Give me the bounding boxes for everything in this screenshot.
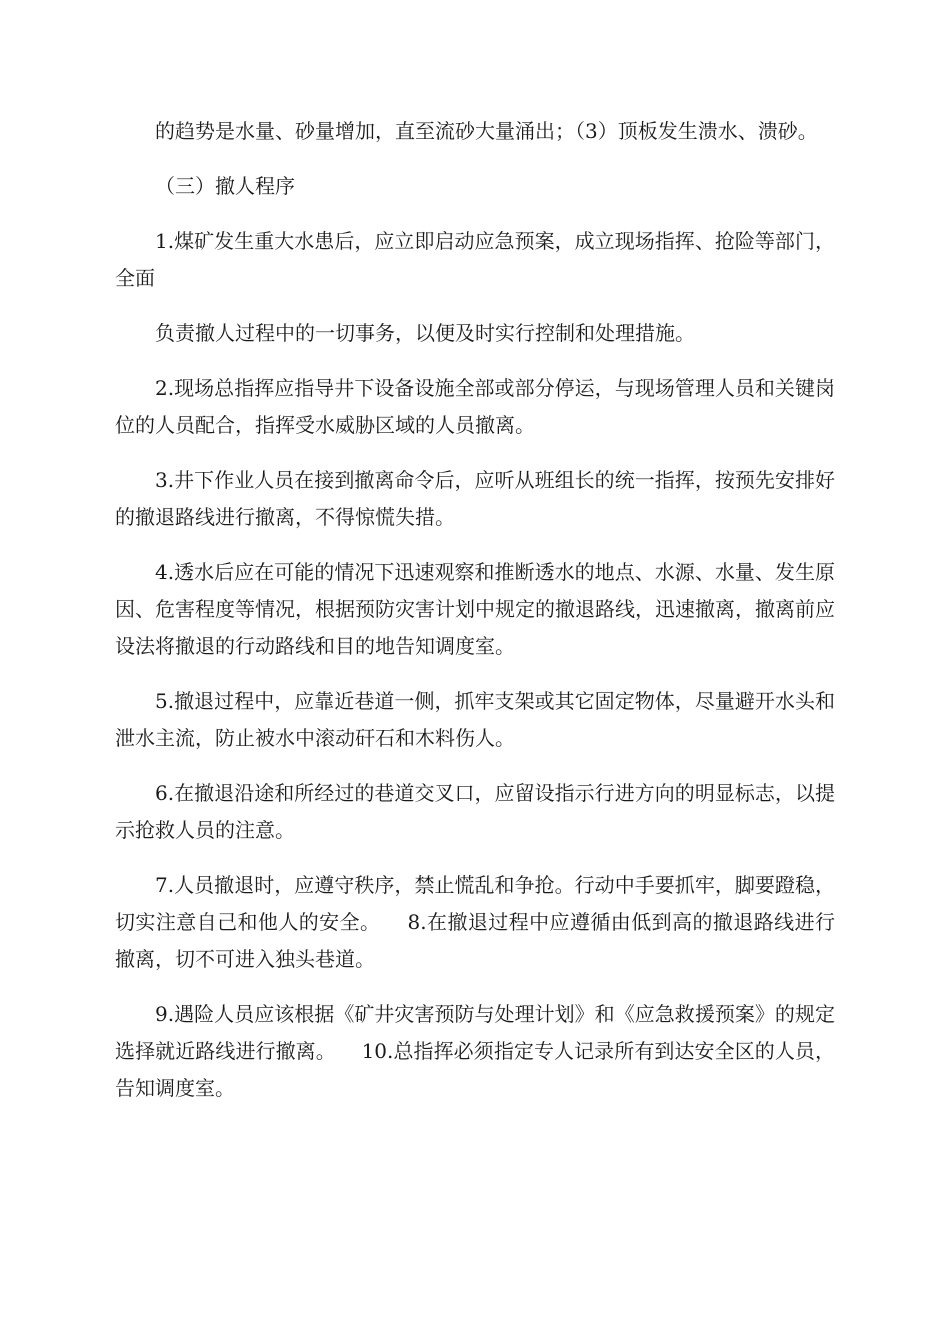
paragraph-7-8 xyxy=(115,867,835,978)
paragraph-8: 8.在撤退过程中应遵循由低到高的撤退路线进行撤离，切不可进入独头巷道。 xyxy=(115,910,835,971)
paragraph-2: 2.现场总指挥应指导井下设备设施全部或部分停运，与现场管理人员和关键岗位的人员配合，指挥受水威胁区域的人员撤离。 xyxy=(115,376,835,437)
paragraph-10: 10.总指挥必须指定专人记录所有到达安全区的人员，告知调度室。 xyxy=(115,1039,836,1100)
paragraph-1b: 负责撤人过程中的一切事务，以便及时实行控制和处理措施。 xyxy=(155,321,695,345)
paragraph-3: 3.井下作业人员在接到撤离命令后，应听从班组长的统一指挥，按预先安排好的撤退路线进行撤离，不得惊慌失措。 xyxy=(115,468,835,529)
paragraph-6: 6.在撤退沿途和所经过的巷道交叉口，应留设指示行进方向的明显标志，以提示抢救人员的注意。 xyxy=(115,781,835,842)
document-page xyxy=(115,113,835,1125)
paragraph-5: 5.撤退过程中，应靠近巷道一侧，抓牢支架或其它固定物体，尽量避开水头和泄水主流，防止被水中滚动矸石和木料伤人。 xyxy=(115,689,835,750)
paragraph-continuation: 的趋势是水量、砂量增加，直至流砂大量涌出；（3）顶板发生溃水、溃砂。 xyxy=(155,119,818,143)
paragraph-4: 4.透水后应在可能的情况下迅速观察和推断透水的地点、水源、水量、发生原因、危害程度等情况，根据预防灾害计划中规定的撤退路线，迅速撤离，撤离前应设法将撤退的行动路线和目的地告知调度室。 xyxy=(115,560,835,658)
paragraph-9-10 xyxy=(115,996,835,1107)
section-heading: （三）撤人程序 xyxy=(155,174,295,198)
paragraph-7: 7.人员撤退时，应遵守秩序，禁止慌乱和争抢。行动中手要抓牢，脚要蹬稳，切实注意自己和他人的安全。 xyxy=(115,873,835,934)
paragraph-1a: 1.煤矿发生重大水患后，应立即启动应急预案，成立现场指挥、抢险等部门，全面 xyxy=(115,229,835,290)
paragraph-9: 9.遇险人员应该根据《矿井灾害预防与处理计划》和《应急救援预案》的规定选择就近路线进行撤离。 xyxy=(115,1002,835,1063)
